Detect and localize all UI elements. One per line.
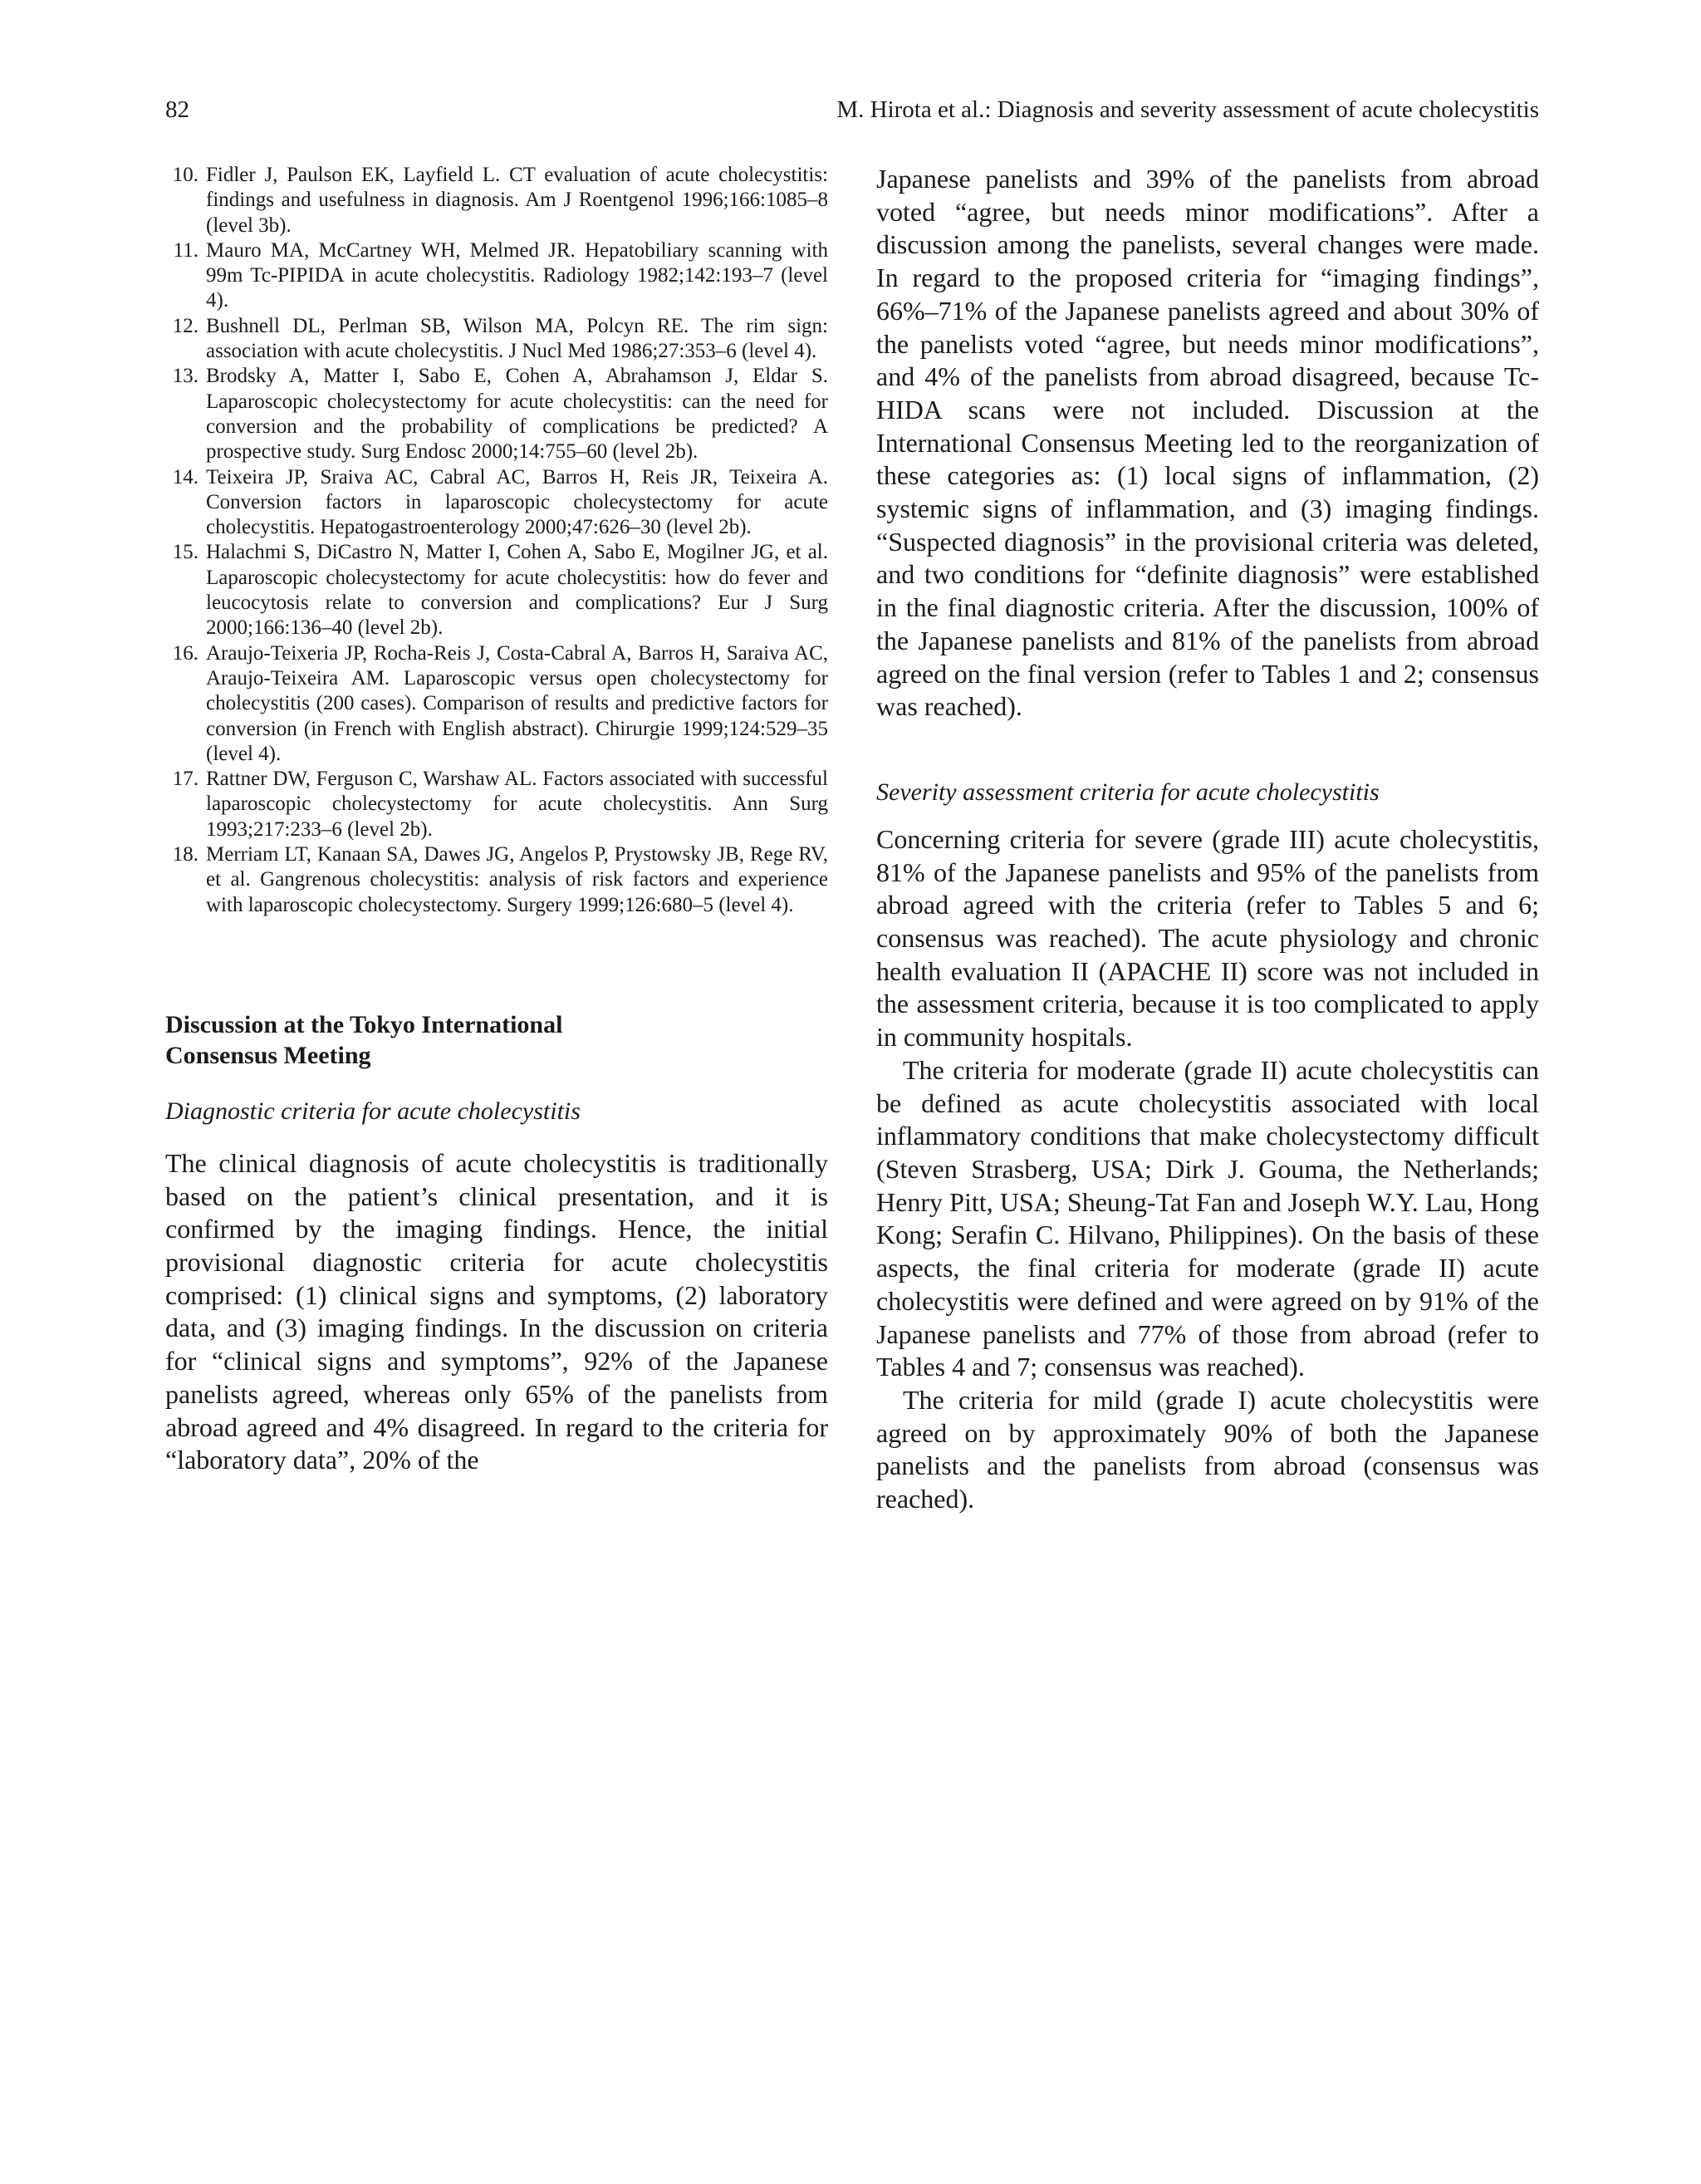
reference-item bbox=[165, 163, 828, 238]
reference-number: 16. bbox=[172, 641, 199, 665]
reference-text: Fidler J, Paulson EK, Layfield L. CT evaluation of acute cholecystitis: findings and usefulness in diagnosis. Am J Roentgenol 1996;166:1085–8 (level 3b). bbox=[206, 164, 828, 237]
severity-paragraph: The criteria for mild (grade I) acute cholecystitis were agreed on by approximately 90% of both the Japanese panelists and the panelists from abroad (consensus was reached). bbox=[876, 1384, 1539, 1514]
reference-item bbox=[165, 238, 828, 314]
left-column bbox=[165, 163, 828, 1477]
reference-item bbox=[165, 767, 828, 842]
running-head: M. Hirota et al.: Diagnosis and severity assessment of acute cholecystitis bbox=[836, 96, 1539, 123]
reference-text: Bushnell DL, Perlman SB, Wilson MA, Polcyn RE. The rim sign: association with acute cholecystitis. J Nucl Med 1986;27:353–6 (level 4). bbox=[206, 314, 828, 363]
reference-item bbox=[165, 314, 828, 365]
section-heading bbox=[165, 1009, 828, 1071]
reference-text: Araujo-Teixeria JP, Rocha-Reis J, Costa-Cabral A, Barros H, Saraiva AC, Araujo-Teixeira AM. Laparoscopic versus open cholecystectomy for cholecystitis (200 cases). Comparison of results and predictive factors for conversion (in French with English abstract). Chirurgie 1999;124:529–35 (level 4). bbox=[206, 641, 828, 765]
section-heading-line: Discussion at the Tokyo International bbox=[165, 1010, 563, 1038]
reference-text: Halachmi S, DiCastro N, Matter I, Cohen A, Sabo E, Mogilner JG, et al. Laparoscopic cholecystectomy for acute cholecystitis: how do fever and leucocytosis relate to conversion and complications? Eur J Surg 2000;166:136–40 (level 2b). bbox=[206, 541, 828, 640]
reference-number: 13. bbox=[172, 365, 199, 388]
reference-number: 10. bbox=[172, 164, 199, 186]
page-number: 82 bbox=[165, 96, 189, 123]
reference-number: 15. bbox=[172, 541, 199, 564]
reference-number: 11. bbox=[173, 238, 199, 262]
reference-number: 12. bbox=[172, 314, 199, 337]
diagnostic-paragraph: The clinical diagnosis of acute cholecystitis is traditionally based on the patient’s clinical presentation, and it is confirmed by the imaging findings. Hence, the initial provisional diagnostic criteria for acute cholecystitis comprised: (1) clinical signs and symptoms, (2) laboratory data, and (3) imaging findings. In the discussion on criteria for “clinical signs and symptoms”, 92% of the Japanese panelists agreed, whereas only 65% of the panelists from abroad agreed and 4% disagreed. In regard to the criteria for “laboratory data”, 20% of the bbox=[165, 1147, 828, 1475]
reference-text: Teixeira JP, Sraiva AC, Cabral AC, Barros H, Reis JR, Teixeira A. Conversion factors in laparoscopic cholecystectomy for acute cholecystitis. Hepatogastroenterology 2000;47:626–30 (level 2b). bbox=[206, 465, 828, 539]
right-column bbox=[876, 163, 1539, 1516]
reference-text: Mauro MA, McCartney WH, Melmed JR. Hepatobiliary scanning with 99m Tc-PIPIDA in acute cholecystitis. Radiology 1982;142:193–7 (level 4). bbox=[206, 238, 828, 312]
reference-number: 17. bbox=[172, 768, 199, 791]
diagnostic-criteria-subheading: Diagnostic criteria for acute cholecystitis bbox=[165, 1097, 581, 1125]
section-heading-line: Consensus Meeting bbox=[165, 1041, 371, 1069]
severity-paragraph: The criteria for moderate (grade II) acute cholecystitis can be defined as acute cholecystitis associated with local inflammatory conditions that make cholecystectomy difficult (Steven Strasberg, USA; Dirk J. Gouma, the Netherlands; Henry Pitt, USA; Sheung-Tat Fan and Joseph W.Y. Lau, Hong Kong; Serafin C. Hilvano, Philippines). On the basis of these aspects, the final criteria for moderate (grade II) acute cholecystitis were defined and were agreed on by 91% of the Japanese panelists and 77% of those from abroad (refer to Tables 4 and 7; consensus was reached). bbox=[876, 1054, 1539, 1382]
reference-item bbox=[165, 842, 828, 918]
severity-paragraph: Concerning criteria for severe (grade III) acute cholecystitis, 81% of the Japanese panelists and 95% of the panelists from abroad agreed with the criteria (refer to Tables 5 and 6; consensus was reached). The acute physiology and chronic health evaluation II (APACHE II) score was not included in the assessment criteria, because it is too complicated to apply in community hospitals. bbox=[876, 823, 1539, 1053]
reference-item bbox=[165, 364, 828, 464]
reference-number: 18. bbox=[172, 843, 199, 866]
reference-list bbox=[165, 163, 828, 918]
reference-item bbox=[165, 540, 828, 640]
reference-text: Merriam LT, Kanaan SA, Dawes JG, Angelos P, Prystowsky JB, Rege RV, et al. Gangrenous cholecystitis: analysis of risk factors and experience with laparoscopic cholecystectomy. Surgery 1999;126:680–5 (level 4). bbox=[206, 843, 828, 916]
diagnostic-paragraph-continued: Japanese panelists and 39% of the panelists from abroad voted “agree, but needs minor modifications”. After a discussion among the panelists, several changes were made. In regard to the proposed criteria for “imaging findings”, 66%–71% of the Japanese panelists agreed and about 30% of the panelists voted “agree, but needs minor modifications”, and 4% of the panelists from abroad disagreed, because Tc-HIDA scans were not included. Discussion at the International Consensus Meeting led to the reorganization of these categories as: (1) local signs of inflammation, (2) systemic signs of inflammation, and (3) imaging findings. “Suspected diagnosis” in the provisional criteria was deleted, and two conditions for “definite diagnosis” were established in the final diagnostic criteria. After the discussion, 100% of the Japanese panelists and 81% of the panelists from abroad agreed on the final version (refer to Tables 1 and 2; consensus was reached). bbox=[876, 164, 1539, 722]
reference-item bbox=[165, 641, 828, 767]
reference-item bbox=[165, 465, 828, 541]
severity-criteria-subheading: Severity assessment criteria for acute cholecystitis bbox=[876, 778, 1380, 806]
reference-text: Brodsky A, Matter I, Sabo E, Cohen A, Abrahamson J, Eldar S. Laparoscopic cholecystectomy for acute cholecystitis: can the need for conversion and the probability of complications be predicted? A prospective study. Surg Endosc 2000;14:755–60 (level 2b). bbox=[206, 365, 828, 464]
reference-text: Rattner DW, Ferguson C, Warshaw AL. Factors associated with successful laparoscopic cholecystectomy for acute cholecystitis. Ann Surg 1993;217:233–6 (level 2b). bbox=[206, 768, 828, 841]
reference-number: 14. bbox=[172, 465, 199, 488]
